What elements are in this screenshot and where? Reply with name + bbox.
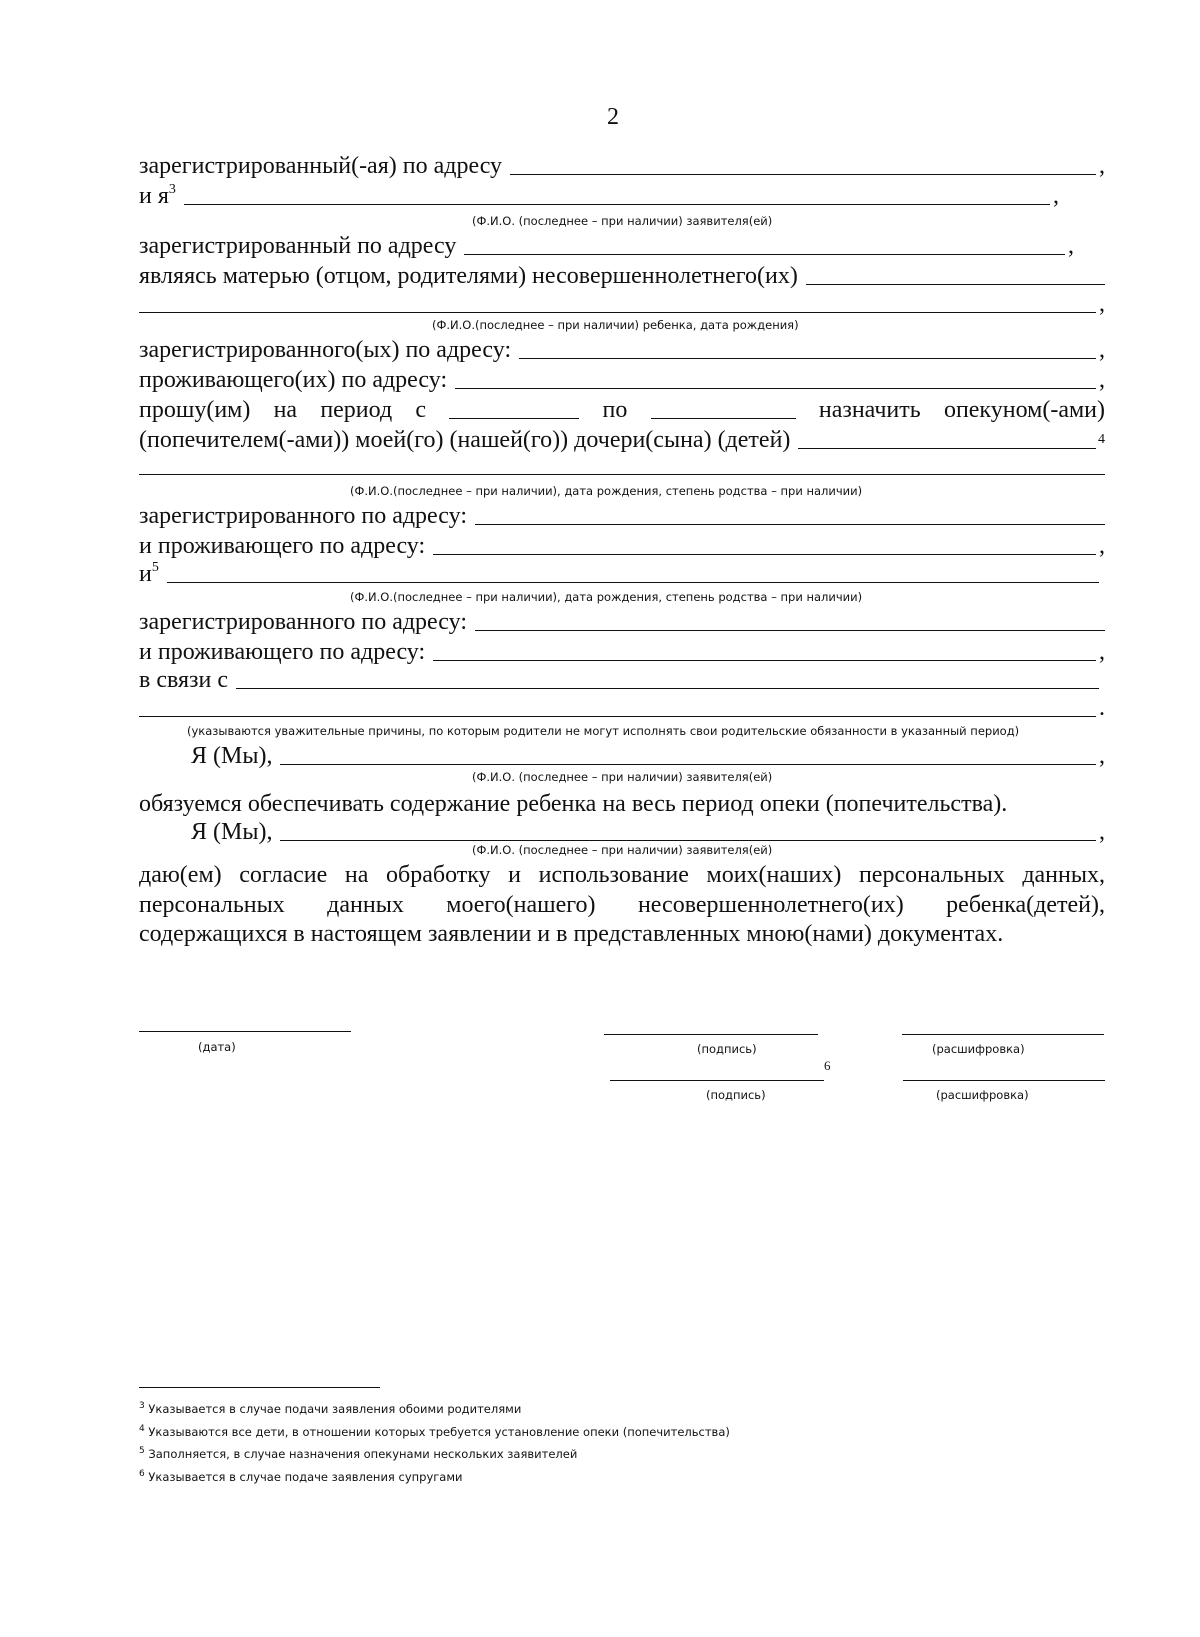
- decoding-caption-1: (расшифровка): [932, 1042, 1025, 1056]
- footnote-4: $^4$ Указываются все дети, в отношении которых требуется установление опеки (попечительства): [139, 1424, 730, 1439]
- we-row-2: Я (Мы), ,: [191, 819, 1105, 845]
- guardian-living-label: и проживающего по адресу:: [139, 533, 426, 559]
- child-fio-caption: (Ф.И.О.(последнее – при наличии) ребенка, дата рождения): [432, 318, 799, 332]
- period-end-field[interactable]: [651, 418, 796, 419]
- footnote-ref-3: 3: [168, 182, 176, 197]
- applicant-fio-caption: (Ф.И.О. (последнее – при наличии) заявителя(ей): [472, 214, 773, 228]
- child-living-row: проживающего(их) по адресу: ,: [139, 367, 1105, 393]
- registered-address-field[interactable]: [510, 174, 1096, 175]
- registered-address-row-2: зарегистрированный по адресу ,: [139, 233, 1074, 259]
- date-field[interactable]: [139, 1031, 351, 1032]
- applicants-name-field-2[interactable]: [280, 840, 1096, 841]
- we-row-1: Я (Мы), ,: [191, 743, 1105, 769]
- reasons-caption: (указываются уважительные причины, по которым родители не могут исполнять свои родительские обязанности в указанный период): [187, 724, 1020, 738]
- second-applicant-name-field[interactable]: [184, 204, 1050, 205]
- guardian-living-row: и проживающего по адресу: ,: [139, 533, 1105, 559]
- signature-field-1[interactable]: [604, 1034, 818, 1035]
- registered-address-label: зарегистрированный(-ая) по адресу: [139, 153, 503, 179]
- applicants-name-field-1[interactable]: [280, 764, 1096, 765]
- registered-address-field-2[interactable]: [464, 254, 1065, 255]
- due-to-row: [139, 664, 1099, 694]
- reason-field-start[interactable]: [236, 688, 1099, 689]
- children-names-field[interactable]: [139, 474, 1105, 475]
- footnote-ref-5: 5: [151, 560, 159, 575]
- decoding-caption-2: (расшифровка): [936, 1088, 1029, 1102]
- we-label-1: Я (Мы),: [191, 743, 273, 769]
- period-ask-word: прошу(им): [139, 397, 251, 423]
- guardian-living-address-field[interactable]: [433, 554, 1096, 555]
- footnote-ref-6: 6: [824, 1058, 831, 1073]
- additional-child-row: [139, 558, 1099, 588]
- additional-child-field[interactable]: [167, 582, 1099, 583]
- decoding-field-2[interactable]: [903, 1080, 1105, 1081]
- child-living-address-field[interactable]: [455, 388, 1096, 389]
- being-parent-row: [139, 260, 1105, 290]
- child-registered-row: зарегистрированного(ых) по адресу: ,: [139, 337, 1105, 363]
- period-start-field[interactable]: [449, 418, 579, 419]
- period-from-word: с: [415, 397, 427, 423]
- period-word: период: [320, 397, 393, 423]
- footnote-3: $^3$ Указывается в случае подачи заявления обоими родителями: [139, 1401, 522, 1416]
- period-guardian-word: опекуном(-ами): [943, 397, 1105, 423]
- guardian-fio-caption-2: (Ф.И.О.(последнее – при наличии), дата рождения, степень родства – при наличии): [350, 590, 863, 604]
- trustee-row: (попечителем(-ами)) моей(го) (нашей(го)) дочери(сына) (детей) $^4$: [139, 427, 1105, 453]
- reason-row: .: [139, 692, 1105, 722]
- guardian-registered-label-2: зарегистрированного по адресу:: [139, 609, 467, 635]
- second-applicant-row: и $я^3$ ,: [139, 182, 1059, 209]
- guardian-registered-label: зарегистрированного по адресу:: [139, 503, 467, 529]
- child-living-label: проживающего(их) по адресу:: [139, 367, 448, 393]
- footnote-separator: [139, 1387, 380, 1388]
- child-name-row: ,: [139, 288, 1105, 318]
- applicant-fio-caption-3: (Ф.И.О. (последнее – при наличии) заявителя(ей): [472, 843, 773, 857]
- registered-address-row: зарегистрированный(-ая) по адресу ,: [139, 153, 1105, 179]
- decoding-field-1[interactable]: [902, 1034, 1104, 1035]
- child-name-field-start[interactable]: [806, 284, 1105, 285]
- guardian-living-address-field-2[interactable]: [433, 660, 1096, 661]
- registered-address-label-2: зарегистрированный по адресу: [139, 233, 457, 259]
- page-number: 2: [607, 104, 619, 130]
- trustee-label: (попечителем(-ами)) моей(го) (нашей(го)) дочери(сына) (детей): [139, 427, 791, 453]
- child-name-field[interactable]: [139, 312, 1096, 313]
- children-names-field-start[interactable]: [798, 448, 1096, 449]
- guardian-living-row-2: и проживающего по адресу: ,: [139, 639, 1105, 665]
- signature-field-2[interactable]: [610, 1080, 824, 1081]
- signature-caption-1: (подпись): [697, 1042, 757, 1056]
- applicant-fio-caption-2: (Ф.И.О. (последнее – при наличии) заявителя(ей): [472, 770, 773, 784]
- second-applicant-label: и $я^3$: [139, 182, 176, 209]
- guardian-fio-caption: (Ф.И.О.(последнее – при наличии), дата рождения, степень родства – при наличии): [350, 484, 863, 498]
- due-to-label: в связи с: [139, 667, 229, 693]
- child-registered-address-field[interactable]: [519, 358, 1096, 359]
- guardian-registered-address-field-2[interactable]: [475, 630, 1105, 631]
- consent-paragraph: даю(ем) согласие на обработку и использование моих(наших) персональных данных, персональных данных моего(нашего) несовершеннолетнего(их) ребенка(детей), содержащихся в настоящем заявлении и в представленных мною(нами) документах.: [139, 862, 1105, 947]
- signature-caption-2: (подпись): [706, 1088, 766, 1102]
- oblige-text: обязуемся обеспечивать содержание ребенка на весь период опеки (попечительства).: [139, 791, 1008, 817]
- guardian-living-label-2: и проживающего по адресу:: [139, 639, 426, 665]
- reason-field[interactable]: [139, 716, 1096, 717]
- guardian-registered-row: [139, 500, 1105, 530]
- footnote-6: $^6$ Указывается в случае подаче заявления супругами: [139, 1469, 463, 1484]
- child-registered-label: зарегистрированного(ых) по адресу:: [139, 337, 512, 363]
- additional-child-label: $и^5$: [139, 560, 159, 587]
- period-to-word: по: [602, 397, 628, 423]
- period-row: [139, 394, 1105, 424]
- being-parent-label: являясь матерью (отцом, родителями) несовершеннолетнего(их): [139, 263, 798, 289]
- footnote-5: $^5$ Заполняется, в случае назначения опекунами нескольких заявителей: [139, 1446, 578, 1461]
- we-label-2: Я (Мы),: [191, 819, 273, 845]
- period-appoint-word: назначить: [818, 397, 921, 423]
- period-on-word: на: [273, 397, 298, 423]
- guardian-registered-address-field[interactable]: [475, 524, 1105, 525]
- oblige-row: [139, 788, 1109, 818]
- date-caption: (дата): [198, 1040, 236, 1054]
- guardian-registered-row-2: [139, 606, 1105, 636]
